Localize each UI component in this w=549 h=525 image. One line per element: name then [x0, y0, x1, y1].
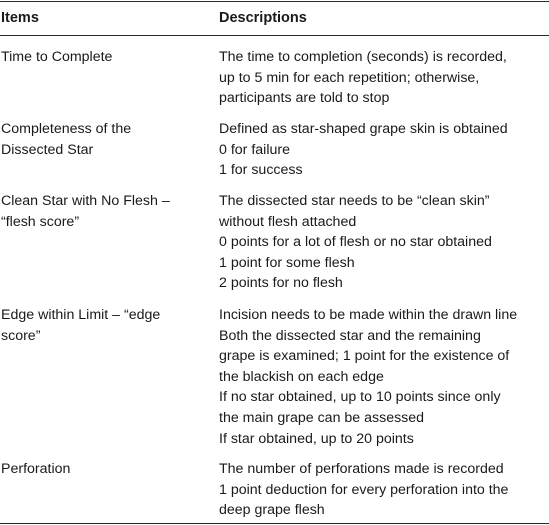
- description-line: If no star obtained, up to 10 points since only: [219, 389, 501, 406]
- row-5-description: [219, 459, 508, 521]
- description-line: 1 point for some flesh: [219, 254, 355, 271]
- row-2-item: [1, 119, 131, 160]
- row-2-description: [219, 119, 508, 181]
- description-line: The dissected star needs to be “clean skin”: [219, 193, 490, 209]
- description-line: 0 points for a lot of flesh or no star obtained: [219, 234, 492, 251]
- description-line: deep grape flesh: [219, 502, 325, 519]
- description-line: Defined as star-shaped grape skin is obtained: [219, 121, 508, 137]
- description-line: Incision needs to be made within the drawn line: [219, 307, 518, 323]
- item-line: Clean Star with No Flesh –: [1, 193, 170, 209]
- description-line: grape is examined; 1 point for the existence of: [219, 348, 510, 365]
- description-line: The time to completion (seconds) is recorded,: [219, 49, 507, 65]
- row-4-description: [219, 305, 517, 449]
- description-line: 0 for failure: [219, 141, 290, 158]
- row-1-description: [219, 47, 507, 109]
- description-line: If star obtained, up to 20 points: [219, 430, 414, 447]
- description-line: without flesh attached: [219, 213, 357, 230]
- item-line: score”: [1, 327, 41, 344]
- header-rule: [0, 35, 549, 36]
- row-5-item: [1, 459, 70, 480]
- item-line: Edge within Limit – “edge: [1, 307, 161, 323]
- description-line: 1 for success: [219, 162, 303, 179]
- description-line: the main grape can be assessed: [219, 409, 425, 426]
- description-line: Both the dissected star and the remaining: [219, 327, 481, 344]
- item-line: Dissected Star: [1, 141, 94, 158]
- row-3-item: [1, 191, 170, 232]
- row-1-item: [1, 47, 112, 68]
- description-line: participants are told to stop: [219, 90, 390, 107]
- header-descriptions: Descriptions: [219, 10, 307, 26]
- description-line: the blackish on each edge: [219, 368, 384, 385]
- item-line: “flesh score”: [1, 213, 80, 230]
- bottom-rule: [0, 523, 549, 524]
- row-4-item: [1, 305, 160, 346]
- item-line: Time to Complete: [1, 49, 113, 65]
- description-line: The number of perforations made is recorded: [219, 461, 504, 477]
- top-rule: [0, 1, 549, 2]
- item-line: Perforation: [1, 461, 71, 477]
- item-line: Completeness of the: [1, 121, 132, 137]
- row-3-description: [219, 191, 492, 294]
- header-items: Items: [1, 10, 39, 26]
- description-line: up to 5 min for each repetition; otherwise,: [219, 69, 480, 86]
- description-line: 1 point deduction for every perforation into the: [219, 481, 509, 498]
- description-line: 2 points for no flesh: [219, 275, 343, 292]
